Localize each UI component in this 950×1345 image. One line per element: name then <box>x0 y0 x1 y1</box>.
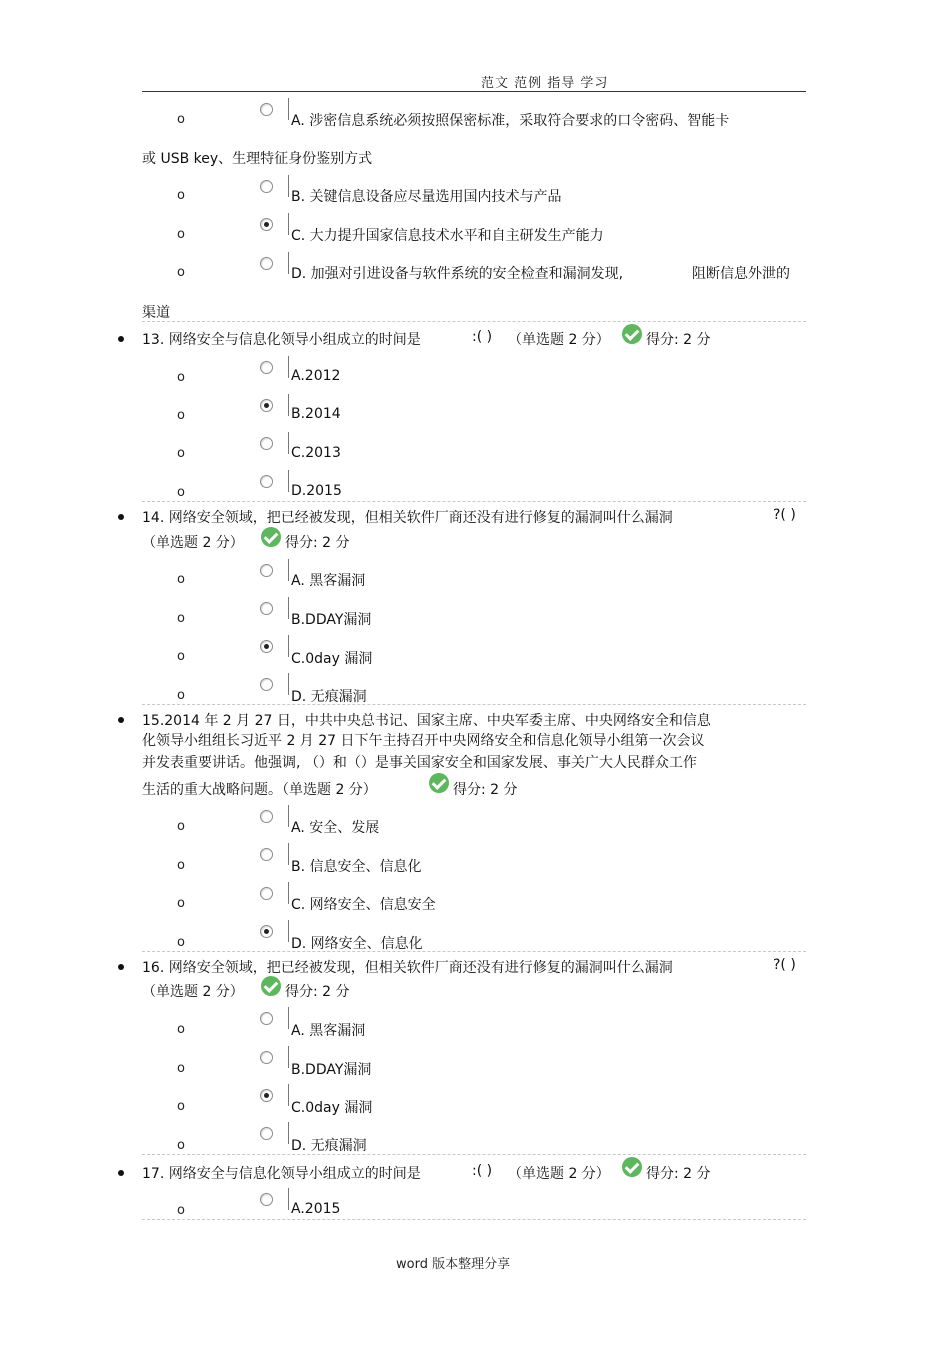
q15-question-line2: 化领导小组组长习近平 2 月 27 日下午主持召开中央网络安全和信息化领导小组第一次会议 <box>142 733 705 749</box>
q16-option-d-label: D. 无痕漏洞 <box>291 1138 367 1154</box>
q15-question-line4: 生活的重大战略问题。（单选题 2 分） <box>142 782 377 798</box>
q15-option-a-radio[interactable] <box>260 810 273 823</box>
q17-option-a-label: A.2015 <box>291 1201 341 1217</box>
q14-option-b-radio[interactable] <box>260 602 273 615</box>
option-divider <box>288 635 289 657</box>
question-separator <box>142 1154 806 1155</box>
option-divider <box>288 882 289 904</box>
list-marker: o <box>177 649 185 664</box>
q13-question-text: 13. 网络安全与信息化领导小组成立的时间是 <box>142 332 421 348</box>
option-divider <box>288 1007 289 1029</box>
list-marker: o <box>177 819 185 834</box>
option-divider <box>288 98 289 120</box>
q16-option-d-radio[interactable] <box>260 1127 273 1140</box>
question-separator <box>142 501 806 502</box>
q14-option-c-label: C.0day 漏洞 <box>291 651 373 667</box>
q15-option-a-label: A. 安全、发展 <box>291 820 380 836</box>
option-divider <box>288 1122 289 1144</box>
option-divider <box>288 597 289 619</box>
q15-option-b-label: B. 信息安全、信息化 <box>291 859 422 875</box>
q17-type: （单选题 2 分） <box>508 1166 610 1182</box>
option-divider <box>288 1188 289 1210</box>
list-marker: o <box>177 1203 185 1218</box>
q15-question-line3: 并发表重要讲话。他强调, （）和（）是事关国家安全和国家发展、事关广大人民群众工作 <box>142 755 697 771</box>
list-marker: o <box>177 611 185 626</box>
check-icon <box>261 976 281 996</box>
q12-option-c-label: C. 大力提升国家信息技术水平和自主研发生产能力 <box>291 228 604 244</box>
option-divider <box>288 843 289 865</box>
option-divider <box>288 1046 289 1068</box>
option-divider <box>288 394 289 416</box>
list-marker: o <box>177 1138 185 1153</box>
question-separator <box>142 1219 806 1220</box>
q13-option-d-radio[interactable] <box>260 475 273 488</box>
q15-option-d-label: D. 网络安全、信息化 <box>291 936 423 952</box>
q16-paren: ?( ) <box>773 957 796 973</box>
q17-paren: :( ) <box>472 1163 493 1179</box>
list-marker: o <box>177 446 185 461</box>
q13-option-b-label: B.2014 <box>291 406 341 422</box>
q14-option-b-label: B.DDAY漏洞 <box>291 612 372 628</box>
option-divider <box>288 920 289 942</box>
page-footer: word 版本整理分享 <box>396 1257 511 1272</box>
question-separator <box>142 951 806 952</box>
q12-option-d-label-cont: 渠道 <box>142 305 170 321</box>
list-marker: o <box>177 1022 185 1037</box>
question-bullet <box>118 717 124 723</box>
q13-option-b-radio[interactable] <box>260 399 273 412</box>
q14-option-a-label: A. 黑客漏洞 <box>291 573 366 589</box>
list-marker: o <box>177 935 185 950</box>
q15-option-d-radio[interactable] <box>260 925 273 938</box>
q17-question-text: 17. 网络安全与信息化领导小组成立的时间是 <box>142 1166 421 1182</box>
list-marker: o <box>177 227 185 242</box>
option-divider <box>288 559 289 581</box>
q15-score: 得分: 2 分 <box>453 782 518 798</box>
option-divider <box>288 175 289 197</box>
q15-option-c-label: C. 网络安全、信息安全 <box>291 897 436 913</box>
q16-option-a-radio[interactable] <box>260 1012 273 1025</box>
list-marker: o <box>177 1061 185 1076</box>
header-divider <box>142 91 806 92</box>
question-bullet <box>118 1170 124 1176</box>
option-divider <box>288 252 289 274</box>
q16-option-c-label: C.0day 漏洞 <box>291 1100 373 1116</box>
q12-option-c-radio[interactable] <box>260 218 273 231</box>
list-marker: o <box>177 896 185 911</box>
option-divider <box>288 470 289 492</box>
q12-option-a-radio[interactable] <box>260 103 273 116</box>
q15-option-b-radio[interactable] <box>260 848 273 861</box>
check-icon <box>622 1157 642 1177</box>
q16-option-c-radio[interactable] <box>260 1089 273 1102</box>
q13-option-a-label: A.2012 <box>291 368 341 384</box>
q12-option-b-label: B. 关键信息设备应尽量选用国内技术与产品 <box>291 189 562 205</box>
q12-option-a-label: A. 涉密信息系统必须按照保密标准，采取符合要求的口令密码、智能卡 <box>291 113 730 129</box>
q17-option-a-radio[interactable] <box>260 1193 273 1206</box>
check-icon <box>622 324 642 344</box>
q14-score: 得分: 2 分 <box>285 535 350 551</box>
option-divider <box>288 432 289 454</box>
q14-question-text: 14. 网络安全领域，把已经被发现，但相关软件厂商还没有进行修复的漏洞叫什么漏洞 <box>142 510 673 526</box>
option-divider <box>288 356 289 378</box>
list-marker: o <box>177 858 185 873</box>
list-marker: o <box>177 485 185 500</box>
option-divider <box>288 805 289 827</box>
list-marker: o <box>177 1099 185 1114</box>
question-bullet <box>118 514 124 520</box>
question-separator <box>142 704 806 705</box>
q13-score: 得分: 2 分 <box>646 332 711 348</box>
q16-option-b-label: B.DDAY漏洞 <box>291 1062 372 1078</box>
q17-score: 得分: 2 分 <box>646 1166 711 1182</box>
page-header: 范文 范例 指导 学习 <box>481 76 609 91</box>
question-bullet <box>118 964 124 970</box>
q16-score: 得分: 2 分 <box>285 984 350 1000</box>
q13-paren: :( ) <box>472 329 493 345</box>
option-divider <box>288 1084 289 1106</box>
q12-option-d-label-2: 阻断信息外泄的 <box>692 266 790 282</box>
q16-option-b-radio[interactable] <box>260 1051 273 1064</box>
list-marker: o <box>177 408 185 423</box>
list-marker: o <box>177 688 185 703</box>
q15-option-c-radio[interactable] <box>260 887 273 900</box>
option-divider <box>288 213 289 235</box>
option-divider <box>288 673 289 695</box>
q13-type: （单选题 2 分） <box>508 332 610 348</box>
q13-option-c-radio[interactable] <box>260 437 273 450</box>
q12-option-a-label-cont: 或 USB key、生理特征身份鉴别方式 <box>142 151 373 167</box>
list-marker: o <box>177 370 185 385</box>
list-marker: o <box>177 112 185 127</box>
q13-option-a-radio[interactable] <box>260 361 273 374</box>
list-marker: o <box>177 572 185 587</box>
question-separator <box>142 321 806 322</box>
q16-question-text: 16. 网络安全领域，把已经被发现，但相关软件厂商还没有进行修复的漏洞叫什么漏洞 <box>142 960 673 976</box>
q14-option-c-radio[interactable] <box>260 640 273 653</box>
q12-option-b-radio[interactable] <box>260 180 273 193</box>
q14-option-d-radio[interactable] <box>260 678 273 691</box>
q15-question-line1: 15.2014 年 2 月 27 日，中共中央总书记、国家主席、中央军委主席、中央网络安全和信息 <box>142 713 711 729</box>
question-bullet <box>118 336 124 342</box>
q12-option-d-radio[interactable] <box>260 257 273 270</box>
q13-option-c-label: C.2013 <box>291 445 341 461</box>
list-marker: o <box>177 265 185 280</box>
q14-type: （单选题 2 分） <box>142 535 244 551</box>
q12-option-d-label: D. 加强对引进设备与软件系统的安全检查和漏洞发现, <box>291 266 624 282</box>
q16-option-a-label: A. 黑客漏洞 <box>291 1023 366 1039</box>
q14-paren: ?( ) <box>773 507 796 523</box>
q16-type: （单选题 2 分） <box>142 984 244 1000</box>
check-icon <box>261 527 281 547</box>
q13-option-d-label: D.2015 <box>291 483 342 499</box>
check-icon <box>429 773 449 793</box>
q14-option-a-radio[interactable] <box>260 564 273 577</box>
list-marker: o <box>177 188 185 203</box>
q14-option-d-label: D. 无痕漏洞 <box>291 689 367 705</box>
